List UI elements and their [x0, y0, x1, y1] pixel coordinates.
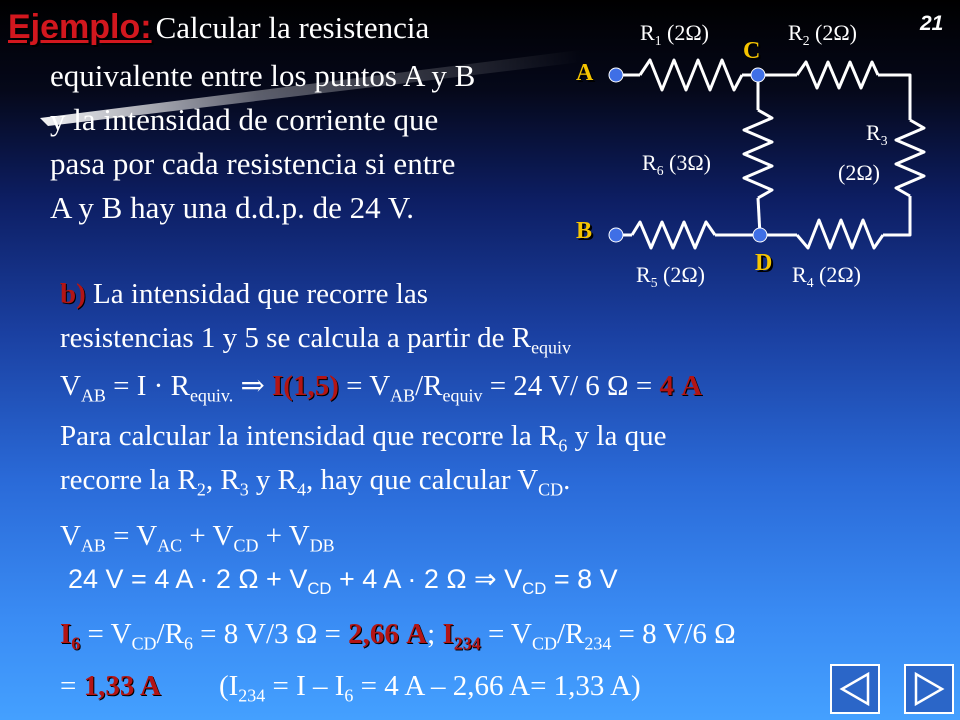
resistor-r5-zigzag	[632, 222, 715, 248]
resistor-r1-zigzag	[640, 60, 742, 90]
triangle-left-icon	[832, 666, 878, 712]
result-2-66a: 2,66 A	[348, 618, 428, 650]
intro-line: A y B hay una d.d.p. de 24 V.	[50, 190, 414, 225]
node-label-d: D	[755, 250, 773, 276]
solution-line-5: recorre la $R_2$, $R_3$ y $R_4$, hay que calcular $V_{CD}$.	[60, 464, 571, 500]
intro-first-line: Calcular la resistencia	[155, 10, 430, 45]
resistor-r4-zigzag	[797, 220, 883, 248]
intro-line: equivalente entre los puntos A y B	[50, 58, 476, 93]
wire-r3-corner	[883, 196, 910, 235]
intro-line: pasa por cada resistencia si entre	[50, 146, 456, 181]
resistor-r2-zigzag	[797, 62, 878, 88]
intensity-1-5: I(1,5)	[272, 370, 339, 402]
solution-line-1: b) La intensidad que recorre las	[60, 278, 429, 310]
resistor-label-r5: $R_5$ (2Ω)	[636, 262, 706, 290]
solution-line-2: resistencias 1 y 5 se calcula a partir de $R_{equiv}$	[60, 322, 571, 358]
intro-line: y la intensidad de corriente que	[50, 102, 439, 137]
resistor-label-r4: $R_4$ (2Ω)	[792, 262, 862, 290]
result-1-33a: 1,33 A	[83, 670, 161, 702]
next-slide-button[interactable]	[904, 664, 954, 714]
node-label-c: C	[743, 38, 761, 64]
resistor-label-r2: $R_2$ (2Ω)	[788, 20, 858, 48]
part-label: b)	[60, 278, 86, 310]
node-c	[751, 68, 765, 82]
resistor-label-r3-value: (2Ω)	[838, 160, 881, 185]
solution-line-9: = 1,33 A ($I_{234} = I - I_6 = 4$ A – 2,66 A= 1,33 A)	[60, 670, 641, 706]
node-b	[609, 228, 623, 242]
result-4a: 4 A	[659, 370, 703, 402]
solution-line-6: $V_{AB} = V_{AC} + V_{CD} + V_{DB}$	[60, 520, 335, 556]
node-d	[753, 228, 767, 242]
node-a	[609, 68, 623, 82]
resistor-label-r1: $R_1$ (2Ω)	[640, 20, 710, 48]
resistor-r3-zigzag	[896, 120, 924, 196]
node-label-b: B	[576, 218, 593, 244]
resistor-r6-zigzag	[744, 110, 772, 198]
solution-line-3: $V_{AB} = I \cdot R_{equiv.}$ ⇒ $I(1,5) = V_{AB}/R_{equiv} = 24$ V/ 6 Ω = 4 A	[60, 370, 703, 406]
intensity-6: $I_6$	[60, 618, 81, 654]
resistor-label-r6: $R_6$ (3Ω)	[642, 150, 712, 178]
previous-slide-button[interactable]	[830, 664, 880, 714]
triangle-right-icon	[906, 666, 952, 712]
solution-line-4: Para calcular la intensidad que recorre la $R_6$ y la que	[60, 420, 667, 456]
intensity-234: $I_{234}$	[442, 618, 481, 654]
solution-line-8: $I_6 = V_{CD}/R_6 = 8$ V/3 Ω = 2,66 A; $I_{234} = V_{CD}/R_{234} = 8$ V/6 Ω	[60, 618, 736, 654]
resistor-label-r3-name: $R_3$	[866, 120, 888, 148]
node-label-a: A	[576, 60, 594, 86]
page-number: 21	[920, 12, 944, 35]
wire-r2-corner	[878, 75, 910, 120]
example-title: Ejemplo:	[8, 8, 152, 46]
solution-line-7: 24 V = 4 A · 2 $\Omega + V_{CD} + 4$ A · 2 Ω ⇒ $V_{CD} = 8$ V	[68, 564, 618, 598]
